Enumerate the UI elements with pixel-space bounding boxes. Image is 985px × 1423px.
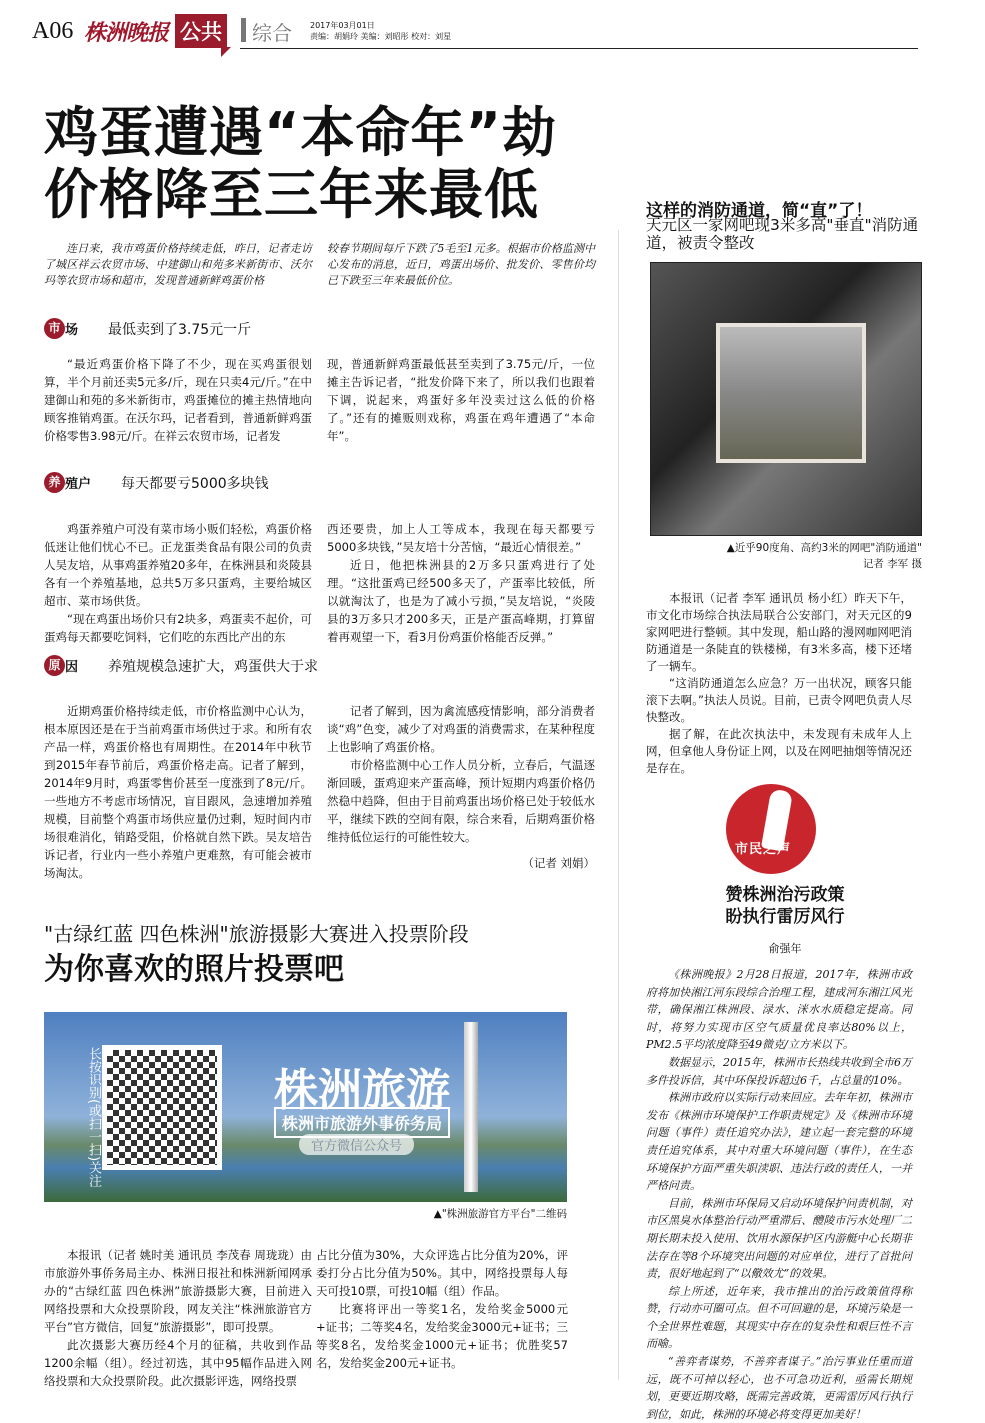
divider — [241, 18, 246, 42]
paragraph: 据了解，在此次执法中，未发现有未成年人上网，但拿他人身份证上网，以及在网吧抽烟等情况还是存在。 — [646, 727, 912, 775]
section-tag: 公共 — [175, 14, 227, 48]
paragraph: 比赛将评出一等奖1名，发给奖金5000元+证书；二等奖4名，发给奖金3000元+证书；三等奖8名，发给奖金1000元+证书；优胜奖57名，发给奖金200元+证书。 — [316, 1302, 568, 1370]
caption-text: ▲近乎90度角、高约3米的网吧"消防通道" — [726, 542, 922, 554]
section-col-a — [44, 355, 312, 445]
lead-text: 连日来，我市鸡蛋价格持续走低，昨日，记者走访了城区祥云农贸市场、中建御山和苑多米新街市、沃尔玛等农贸市场和超市，发现普通新鲜鸡蛋价格 — [44, 242, 312, 287]
tv-tower-image — [464, 1022, 478, 1192]
opinion-author: 俞强年 — [768, 942, 802, 955]
photo-story-col-b — [316, 1246, 568, 1372]
paragraph: 本报讯（记者 李军 通讯员 杨小红）昨天下午，市文化市场综合执法局联合公安部门，对天元区的9家网吧进行整顿。其中发现，船山路的漫网咖网吧消防通道是一条陡直的铁楼梯，有3米多高，楼下还堵了一辆车。 — [646, 591, 912, 673]
paragraph: 记者了解到，因为禽流感疫情影响，部分消费者谈“鸡”色变，减少了对鸡蛋的消费需求，在某种程度上也影响了鸡蛋价格。 — [327, 704, 595, 754]
lead-col-b — [327, 241, 595, 289]
photo-story-col-a — [44, 1246, 312, 1390]
main-headline — [44, 102, 557, 226]
paragraph: 《株洲晚报》2月28日报道，2017年，株洲市政府将加快湘江河东段综合治理工程，建成河东湘江风光带，确保湘江株洲段、渌水、洣水水质稳定提高。同时，将努力实现市区空气质量优良率达80%以上，PM2.5平均浓度降至49微克/立方米以下。 — [646, 968, 912, 1052]
section-col-a — [44, 520, 312, 646]
section-label: 因 — [65, 660, 79, 675]
paragraph: 目前，株洲市环保局又启动环境保护问责机制，对市区黑臭水体整治行动严重滞后、醴陵市污水处理厂二期长期未投入使用、饮用水源保护区内游艇中心长期非法存在等8个环境突出问题的对应单位，进行了首批问责，很好地起到了“以儆效尤”的效果。 — [646, 1196, 912, 1281]
paragraph: “这消防通道怎么应急？万一出状况，顾客只能滚下去啊。”执法人员说。目前，已责令网吧负责人尽快整改。 — [646, 676, 912, 724]
paragraph: 此次摄影大赛历经4个月的征稿，共收到作品1200余幅（组）。经过初选，其中95幅作品进入网络投票和大众投票阶段。此次摄影评选，网络投票 — [44, 1338, 312, 1388]
opinion-body — [646, 966, 912, 1423]
section-col-b — [327, 702, 595, 872]
fire-body — [646, 590, 912, 777]
section-label: 殖户 — [65, 477, 92, 492]
headline-line1: 鸡蛋遭遇“本命年”劫 — [44, 101, 557, 164]
date: 2017年03月01日 — [310, 21, 375, 30]
section-col-a — [44, 702, 312, 882]
page-number: A06 — [32, 18, 74, 44]
paragraph: “最近鸡蛋价格下降了不少，现在买鸡蛋很划算，半个月前还卖5元多/斤，现在只卖4元/斤。”在中建御山和苑的多米新街市，鸡蛋摊位的摊主热情地向顾客推销鸡蛋。在沃尔玛，记者看到，普通新鲜鸡蛋价格零售3.98元/斤。在祥云农贸市场，记者发 — [44, 357, 312, 443]
section-badge: 原 — [44, 655, 65, 676]
photo-story-title: 为你喜欢的照片投票吧 — [44, 952, 344, 987]
section-heading — [44, 655, 318, 676]
section-label: 场 — [65, 323, 79, 338]
paragraph: 市价格监测中心工作人员分析，立春后，气温逐渐回暖，蛋鸡迎来产蛋高峰，预计短期内鸡蛋价格仍然稳中趋降，但由于目前鸡蛋出场价格已处于较低水平，继续下跌的空间有限，综合来看，后期鸡蛋价格维持低位运行的可能性较大。 — [327, 758, 595, 844]
paragraph: 鸡蛋养殖户可没有菜市场小贩们轻松，鸡蛋价格低迷让他们忧心不已。正龙蛋类食品有限公司的负责人吴友培，从事鸡蛋养殖20多年，在株洲县和炎陵县各有一个养殖基地，总共5万多只蛋鸡，主要给城区超市、菜市场供货。 — [44, 522, 312, 608]
photo-credit: 记者 李军 摄 — [862, 558, 922, 570]
lead-text: 较春节期间每斤下跌了5毛至1元多。根据市价格监测中心发布的消息，近日，鸡蛋出场价、批发价、零售价均已下跌至三年来最低价位。 — [327, 242, 595, 287]
paragraph: 近日，他把株洲县的2万多只蛋鸡进行了处理。“这批蛋鸡已经500多天了，产蛋率比较低，所以就淘汰了，也是为了减小亏损，”吴友培说，“炎陵县的3万多只才200多天，正是产蛋高峰期，打算留着再观望一下，看3月份鸡蛋价格能否反弹。” — [327, 558, 595, 644]
section-badge: 养 — [44, 472, 65, 493]
banner-org: 株洲市旅游外事侨务局 — [274, 1107, 450, 1138]
paragraph: 综上所述，近年来，我市推出的治污政策值得称赞，行动亦可圈可点。但不可回避的是，环境污染是一个全世界性难题，其现实中存在的复杂性和艰巨性不言而喻。 — [646, 1284, 912, 1351]
banner-caption: ▲"株洲旅游官方平台"二维码 — [433, 1208, 567, 1220]
banner-account: 官方微信公众号 — [299, 1134, 414, 1155]
title-line2: 盼执行雷厉风行 — [725, 907, 845, 927]
section-col-b — [327, 520, 595, 646]
paragraph: 西还要贵，加上人工等成本，我现在每天都要亏5000多块钱，”吴友培十分苦恼，“最近心情很差。” — [327, 522, 595, 554]
fire-headline: 这样的消防通道，简“直”了！ — [646, 201, 873, 221]
lead-col-a — [44, 241, 312, 289]
logo-text: 市民之声 — [735, 842, 792, 857]
byline: （记者 刘娟） — [522, 856, 595, 870]
staff: 责编：胡娟玲 美编：刘昭彤 校对：刘星 — [310, 32, 452, 41]
fire-escape-photo — [650, 262, 922, 536]
section-title: 养殖规模急速扩大，鸡蛋供大于求 — [108, 658, 319, 675]
paragraph: 数据显示，2015年，株洲市长热线共收到全市6万多件投诉信，其中环保投诉超过6千，占总量的10%。 — [646, 1055, 912, 1087]
tourism-banner — [44, 1012, 567, 1202]
column-rule — [618, 230, 619, 1380]
paragraph: 本报讯（记者 姚时美 通讯员 李茂春 周珑珑）由市旅游外事侨务局主办、株洲日报社和株洲新闻网承办的“古绿红蓝 四色株洲”旅游摄影大赛，目前进入网络投票和大众投票阶段，网友关注“株洲旅游官方平台”官方微信，回复“旅游摄影”，即可投票。 — [44, 1248, 312, 1334]
paragraph: “善弈者谋势，不善弈者谋子。”治污事业任重而道远，既不可掉以轻心，也不可急功近利，亟需长期规划，更要近期攻略，既需完善政策，更需雷厉风行执行到位，如此，株洲的环境必将变得更加美好！ — [646, 1355, 912, 1421]
opinion-title — [650, 884, 920, 928]
section-col-b — [327, 355, 595, 445]
section-name: 综合 — [252, 21, 292, 45]
page-meta — [310, 20, 451, 42]
headline-line2: 价格降至三年来最低 — [44, 163, 539, 226]
qr-code[interactable] — [102, 1045, 222, 1170]
paragraph: “现在鸡蛋出场价只有2块多，鸡蛋卖不起价，可蛋鸡每天都要吃饲料，它们吃的东西比产出的东 — [44, 612, 312, 644]
section-title: 每天都要亏5000多块钱 — [121, 475, 269, 492]
section-heading — [44, 318, 251, 339]
fire-subhead: 天元区一家网吧现3米多高"垂直"消防通道，被责令整改 — [646, 216, 919, 252]
section-badge: 市 — [44, 318, 65, 339]
fire-caption — [650, 540, 922, 572]
paragraph: 株洲市政府以实际行动来回应。去年年初，株洲市发布《株洲市环境保护工作职责规定》及《株洲市环境问题（事件）责任追究办法》，建立起一套完整的环境责任追究体系，其中对重大环境问题（事件），在生态环境保护方面严重失职渎职、违法行政的责任人，一并严格问责。 — [646, 1091, 912, 1193]
paragraph: 占比分值为30%，大众评选占比分值为20%，评委打分占比分值为50%。其中，网络投票每人每天可投10票，可投10幅（组）作品。 — [316, 1248, 568, 1298]
paragraph: 近期鸡蛋价格持续走低，市价格监测中心认为，根本原因还是在于当前鸡蛋市场供过于求。和所有农产品一样，鸡蛋价格也有周期性。在2014年中秋节到2015年春节前后，鸡蛋价格走高。记者了解到，2014年9月时，鸡蛋零售价甚至一度涨到了8元/斤。一些地方不考虑市场情况，盲目跟风，急速增加养殖规模，目前整个鸡蛋市场供应量仍过剩，短时间内市场很难消化，销路受阻，价格就自然下跌。吴友培告诉记者，行业内一些小养殖户更难熬，有可能会被市场淘汰。 — [44, 704, 312, 880]
banner-title: 株洲旅游 — [274, 1065, 450, 1116]
header-rule — [240, 48, 918, 49]
paragraph: 现，普通新鲜鸡蛋最低甚至卖到了3.75元/斤，一位摊主告诉记者，“批发价降下来了，所以我们也跟着下调，说起来，鸡蛋好多年没卖过这么低的价格了。”还有的摊贩则戏称，鸡蛋在鸡年遭遇了“本命年”。 — [327, 357, 595, 443]
section-heading — [44, 472, 269, 493]
newspaper-logo: 株洲晚报 — [84, 20, 169, 46]
photo-story-kicker: "古绿红蓝 四色株洲"旅游摄影大赛进入投票阶段 — [44, 922, 469, 946]
section-title: 最低卖到了3.75元一斤 — [108, 321, 252, 338]
title-line1: 赞株洲治污政策 — [725, 885, 845, 905]
qr-label: 长按识别(或扫一扫)关注 — [86, 1047, 101, 1188]
